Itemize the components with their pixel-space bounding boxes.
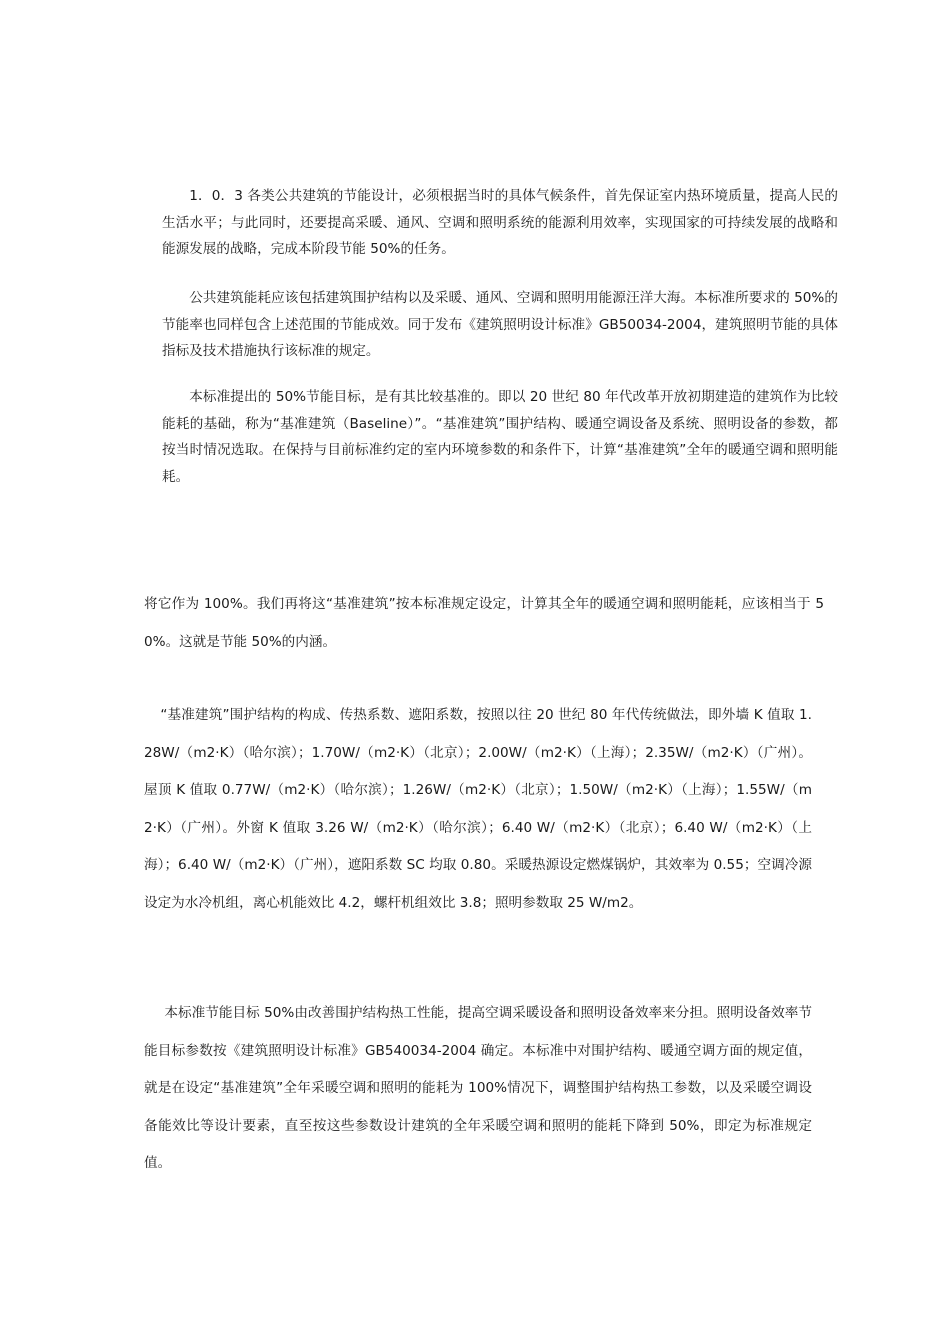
paragraph-50-percent-meaning: 将它作为 100%。我们再将这“基准建筑”按本标准规定设定，计算其全年的暖通空调和照明能耗，应该相当于 50%。这就是节能 50%的内涵。 [144, 596, 824, 650]
paragraph-1-0-3-energy-design: 1．0．3 各类公共建筑的节能设计，必须根据当时的具体气候条件，首先保证室内热环境质量，提高人民的生活水平；与此同时，还要提高采暖、通风、空调和照明系统的能源利用效率，实现国家的可持续发展的战略和能源发展的战略，完成本阶段节能 50%的任务。 [162, 188, 838, 257]
paragraph-target-allocation: 本标准节能目标 50%由改善围护结构热工性能，提高空调采暖设备和照明设备效率来分担。照明设备效率节能目标参数按《建筑照明设计标准》GB540034-2004 确定。本标准中对围护结构、暖通空调方面的规定值，就是在设定“基准建筑”全年采暖空调和照明的能耗为 100%情况下，调整围护结构热工参数，以及采暖空调设备能效比等设计要素，直至按这些参数设计建筑的全年采暖空调和照明的能耗下降到 50%，即定为标准规定值。 [144, 1005, 812, 1171]
paragraph-building-energy-scope: 公共建筑能耗应该包括建筑围护结构以及采暖、通风、空调和照明用能源汪洋大海。本标准所要求的 50%的节能率也同样包含上述范围的节能成效。同于发布《建筑照明设计标准》GB50034-2004，建筑照明节能的具体指标及技术措施执行该标准的规定。 [162, 290, 838, 359]
paragraph-baseline-envelope-parameters: “基准建筑”围护结构的构成、传热系数、遮阳系数，按照以往 20 世纪 80 年代传统做法，即外墙 K 值取 1.28W/（m2·K）（哈尔滨）；1.70W/（m2·K）（北京）；2.00W/（m2·K）（上海）；2.35W/（m2·K）（广州）。屋顶 K 值取 0.77W/（m2·K）（哈尔滨）；1.26W/（m2·K）（北京）；1.50W/（m2·K）（上海）；1.55W/（m2·K）（广州）。外窗 K 值取 3.26 W/（m2·K）（哈尔滨）；6.40 W/（m2·K）（北京）；6.40 W/（m2·K）（上海）；6.40 W/（m2·K）（广州），遮阳系数 SC 均取 0.80。采暖热源设定燃煤锅炉，其效率为 0.55；空调冷源设定为水冷机组，离心机能效比 4.2，螺杆机组效比 3.8；照明参数取 25 W/m2。 [144, 707, 812, 911]
paragraph-baseline-definition: 本标准提出的 50%节能目标，是有其比较基准的。即以 20 世纪 80 年代改革开放初期建造的建筑作为比较能耗的基础，称为“基准建筑（Baseline）”。“基准建筑”围护结构、暖通空调设备及系统、照明设备的参数，都按当时情况选取。在保持与目前标准约定的室内环境参数的和条件下，计算“基准建筑”全年的暖通空调和照明能耗。 [162, 389, 838, 485]
